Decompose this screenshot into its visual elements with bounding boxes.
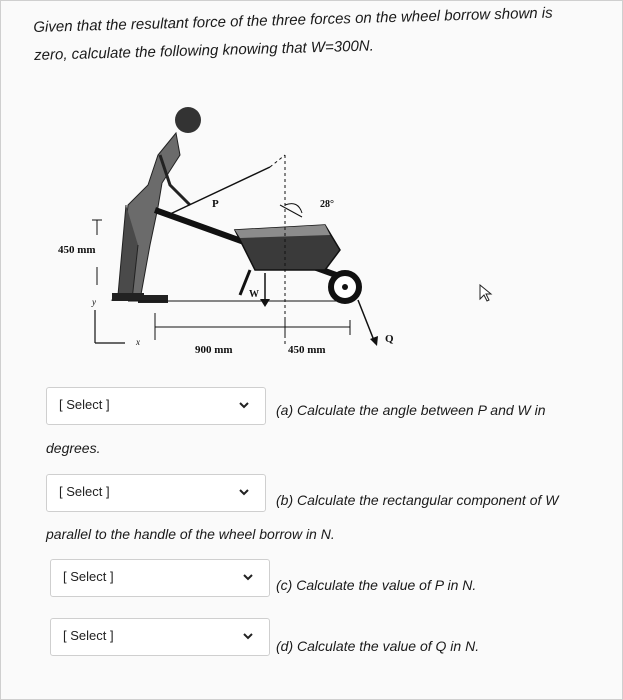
question-d-prompt: (d) Calculate the value of Q in N. bbox=[276, 638, 480, 654]
select-value-b: [ Select ] bbox=[59, 484, 110, 499]
question-b-continuation: parallel to the handle of the wheel borrow in N. bbox=[46, 526, 335, 542]
force-p-line bbox=[168, 167, 270, 215]
label-450-horizontal: 450 mm bbox=[288, 344, 326, 356]
answer-select-c[interactable] bbox=[50, 559, 270, 597]
answer-select-a[interactable] bbox=[46, 387, 266, 425]
question-line-2: zero, calculate the following knowing that W=300N. bbox=[33, 37, 375, 64]
wheelbarrow-diagram bbox=[40, 95, 500, 370]
label-900: 900 mm bbox=[195, 344, 233, 356]
force-p-extension bbox=[270, 155, 285, 167]
question-c-prompt: (c) Calculate the value of P in N. bbox=[276, 577, 477, 593]
select-value-c: [ Select ] bbox=[63, 569, 114, 584]
label-x: x bbox=[136, 337, 140, 347]
label-p: P bbox=[212, 198, 219, 210]
question-a-prompt: (a) Calculate the angle between P and W in bbox=[276, 402, 546, 418]
chevron-down-icon bbox=[237, 398, 251, 412]
label-angle: 28° bbox=[320, 199, 334, 210]
force-q-arrow bbox=[358, 300, 375, 343]
select-value-a: [ Select ] bbox=[59, 397, 110, 412]
mouse-pointer-icon bbox=[478, 284, 494, 302]
question-b-prompt: (b) Calculate the rectangular component of W bbox=[276, 492, 559, 508]
label-450-vertical: 450 mm bbox=[58, 244, 96, 256]
chevron-down-icon bbox=[241, 629, 255, 643]
label-y: y bbox=[92, 297, 96, 307]
answer-select-b[interactable] bbox=[46, 474, 266, 512]
chevron-down-icon bbox=[241, 570, 255, 584]
label-w: W bbox=[249, 289, 259, 300]
chevron-down-icon bbox=[237, 485, 251, 499]
answer-select-d[interactable] bbox=[50, 618, 270, 656]
question-a-continuation: degrees. bbox=[46, 440, 101, 456]
label-q: Q bbox=[385, 333, 394, 345]
question-line-1: Given that the resultant force of the three forces on the wheel borrow shown is bbox=[33, 4, 553, 36]
select-value-d: [ Select ] bbox=[63, 628, 114, 643]
